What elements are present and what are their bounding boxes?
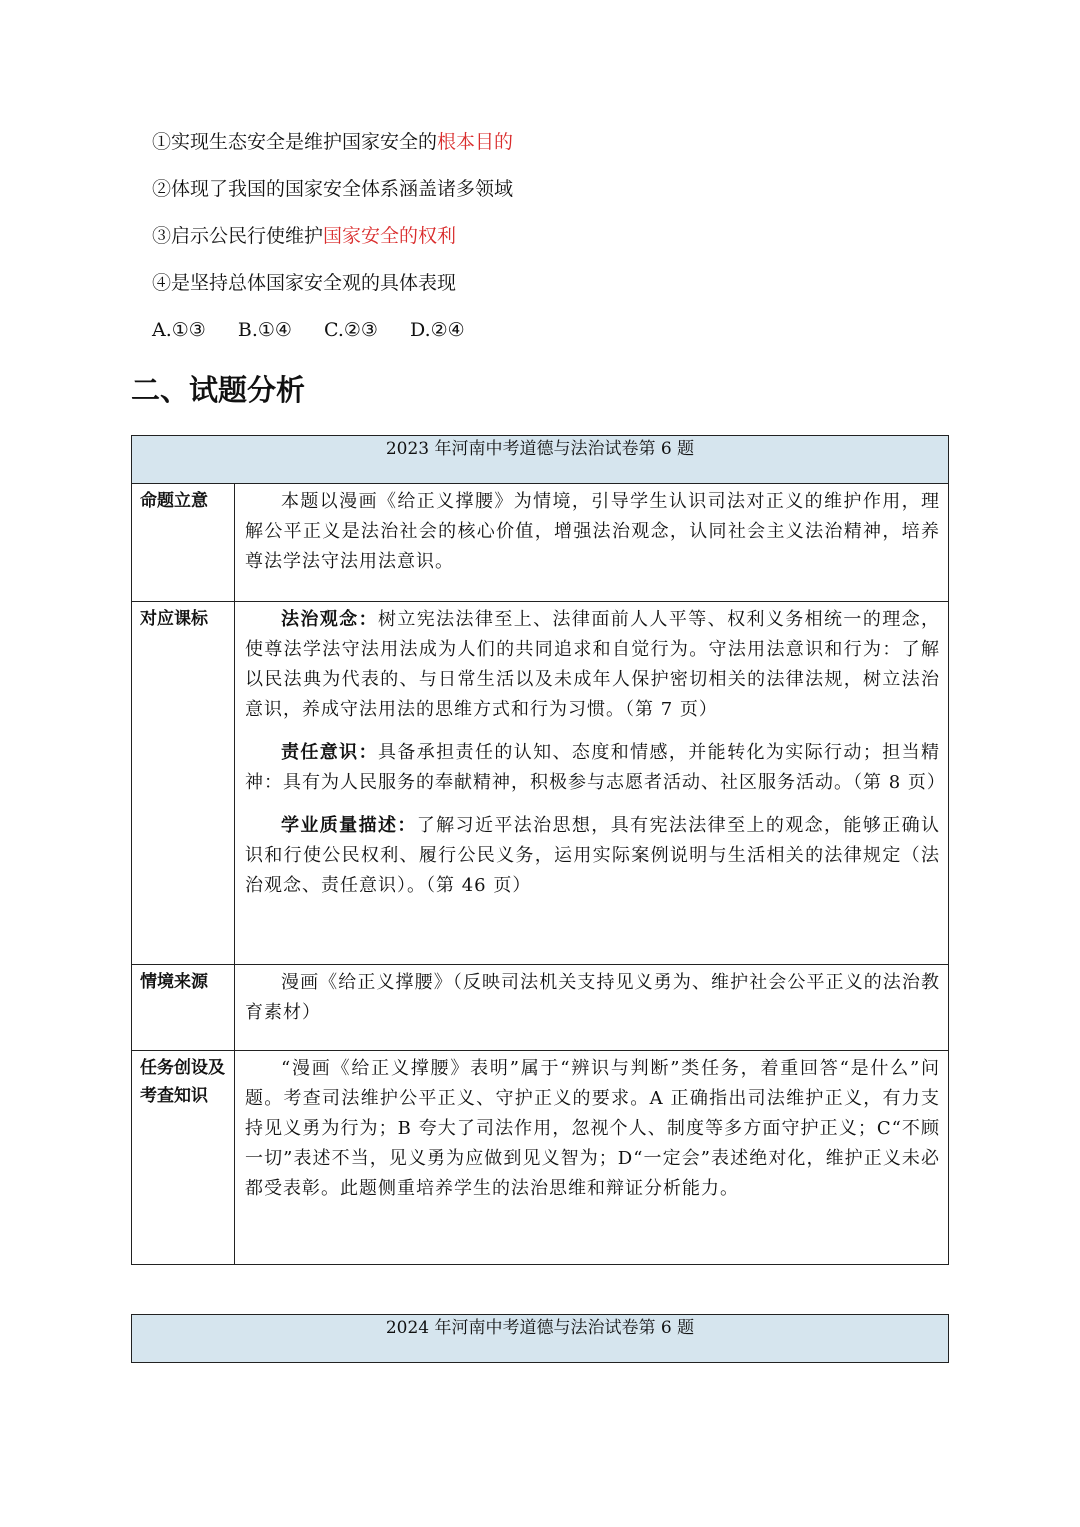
row-content-task: “漫画《给正义撑腰》表明”属于“辨识与判断”类任务，着重回答“是什么”问题。考查司法维护公平正义、守护正义的要求。A 正确指出司法维护正义，有力支持见义勇为行为；B 夸大了司法作用，忽视个人、制度等多方面守护正义；C“不顾一切”表述不当，见义勇为应做到见义智为；D“一定会”表述绝对化，维护正义未必都受表彰。此题侧重培养学生的法治思维和辩证分析能力。 [235,1051,949,1265]
table-2023-header: 2023 年河南中考道德与法治试卷第 6 题 [132,436,949,484]
option-3: ③启示公民行使维护国家安全的权利 [152,225,457,247]
analysis-table-2023 [131,435,949,1265]
option-4: ④是坚持总体国家安全观的具体表现 [152,272,457,294]
section-title: 二、试题分析 [131,373,306,407]
row-label-intent: 命题立意 [132,484,235,602]
row-content-source: 漫画《给正义撑腰》（反映司法机关支持见义勇为、维护社会公平正义的法治教育素材） [235,965,949,1051]
option-2: ②体现了我国的国家安全体系涵盖诸多领域 [152,178,514,200]
row-content-intent: 本题以漫画《给正义撑腰》为情境，引导学生认识司法对正义的维护作用，理解公平正义是法治社会的核心价值，增强法治观念，认同社会主义法治精神，培养尊法学法守法用法意识。 [235,484,949,602]
choice-c: C.②③ [324,319,378,341]
question-options [152,128,952,344]
choice-a: A.①③ [152,319,206,341]
row-label-source: 情境来源 [132,965,235,1051]
choice-b: B.①④ [237,319,292,341]
option-1: ①实现生态安全是维护国家安全的根本目的 [152,131,514,153]
option-1-highlight: 根本目的 [437,131,514,153]
analysis-table-2024 [131,1314,949,1363]
table-2024-header: 2024 年河南中考道德与法治试卷第 6 题 [132,1315,949,1363]
choice-d: D.②④ [410,319,465,341]
answer-choices [152,316,952,344]
row-label-standards: 对应课标 [132,602,235,965]
option-3-highlight: 国家安全的权利 [323,225,457,247]
row-label-task: 任务创设及考查知识 [132,1051,235,1265]
row-content-standards: 法治观念：树立宪法法律至上、法律面前人人平等、权利义务相统一的理念，使尊法学法守法用法成为人们的共同追求和自觉行为。守法用法意识和行为：了解以民法典为代表的、与日常生活以及未成年人保护密切相关的法律法规，树立法治意识，养成守法用法的思维方式和行为习惯。（第 7 页） 责任意识：具备承担责任的认知、态度和情感，并能转化为实际行动；担当精神：具有为人民服务的奉献精神，积极参与志愿者活动、社区服务活动。（第 8 页） 学业质量描述：了解习近平法治思想，具有宪法法律至上的观念，能够正确认识和行使公民权利、履行公民义务，运用实际案例说明与生活相关的法律规定（法治观念、责任意识）。（第 46 页） [235,602,949,965]
